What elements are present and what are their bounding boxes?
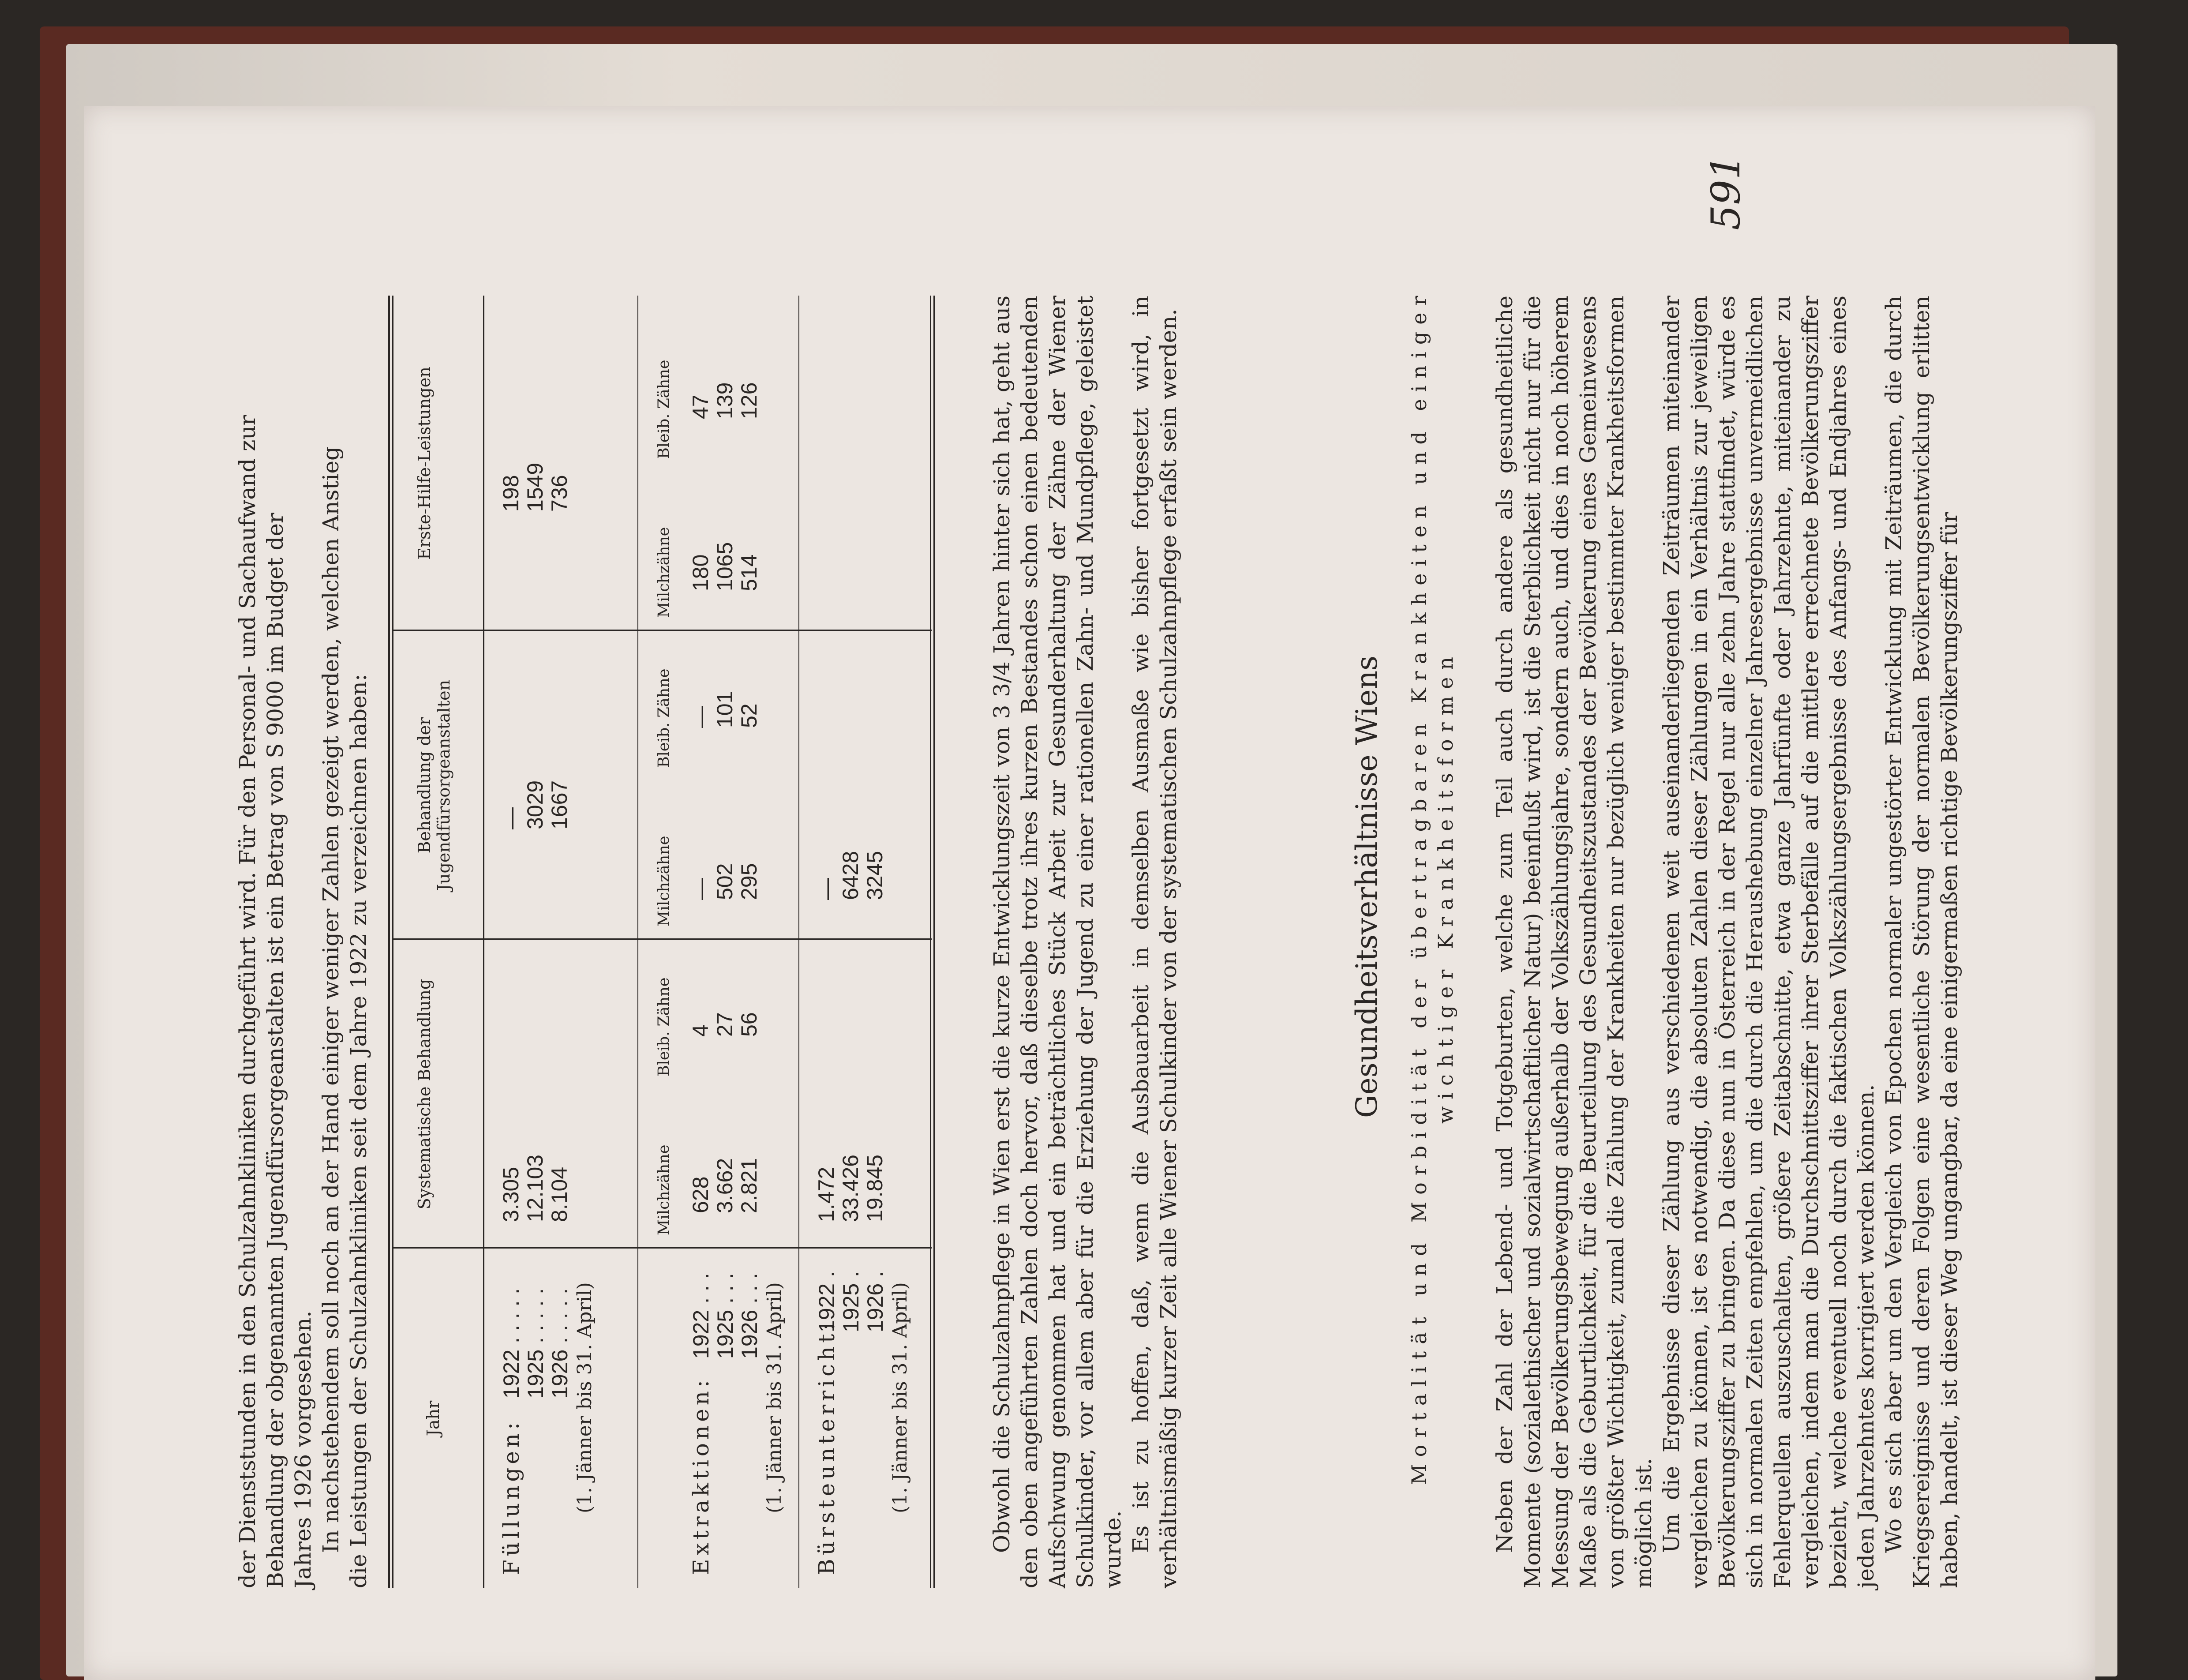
value-cell: 3029 [523, 780, 547, 829]
value-cell: 3245 [862, 851, 887, 900]
value-cell: 56 [737, 1012, 761, 1037]
value-cell: 628 [688, 1176, 713, 1213]
value-cell: 33.426 [838, 1155, 863, 1222]
summary-paragraphs [988, 296, 1183, 1588]
intro-line-5: die Leistungen der Schulzahnkliniken seit dem Jahre 1922 zu verzeichnen haben: [346, 674, 371, 1588]
year-cell: 1922 . . . [689, 1273, 713, 1359]
page-number: 591 [1703, 154, 1749, 230]
group-label-buersteunterricht: Bürsteunterricht: [814, 1319, 839, 1575]
header-jahr: Jahr [423, 1400, 443, 1436]
year-cell: 1922 . [814, 1271, 839, 1332]
value-cell: 4 [688, 1024, 713, 1037]
group-label-fuellungen: Füllungen: [498, 1419, 524, 1575]
header-jugend: Behandlung der Jugendfürsorgeanstalten [415, 679, 453, 891]
value-cell: 8.104 [547, 1166, 572, 1222]
value-cell: 27 [712, 1012, 737, 1037]
value-cell: 1667 [547, 780, 572, 829]
year-cell: 1925 . [839, 1271, 863, 1332]
value-cell: 6428 [838, 851, 863, 900]
value-cell: 1065 [712, 542, 737, 591]
value-cell: — [688, 878, 713, 900]
year-cell: 1926 . [863, 1271, 888, 1332]
intro-line-3: Jahres 1926 vorgesehen. [290, 1310, 316, 1588]
summary-paragraph-1: Obwohl die Schulzahnpflege in Wien erst die kurze Entwicklungszeit von 3 3/4 Jahren hinter sich hat, geht aus den oben angeführten Zahlen doch hervor, daß dieselbe trotz ihres kurzen Bestandes schon einen bedeutenden Aufschwung genommen hat und ein beträchtliches Stück Arbeit zur Gesunderhaltung der Zähne der Wiener Schulkinder, vor allem aber für die Erziehung der Jugend zu einer rationellen Zahn- und Mundpflege, geleistet wurde. [989, 296, 1126, 1588]
year-cell: 1922 . . . . . [499, 1288, 524, 1399]
year-cell: 1925 . . . . . [523, 1288, 548, 1399]
intro-line-2: Behandlung der obgenannten Jugendfürsorgeanstalten ist ein Betrag von S 9000 im Budget der [262, 513, 288, 1588]
year-cell: 1926 . . . [737, 1273, 762, 1359]
subheader-milch: Milchzähne [655, 1144, 673, 1235]
year-cell: 1926 . . . . . [547, 1288, 572, 1399]
subheader-bleib: Bleib. Zähne [655, 668, 673, 768]
year-cell: 1925 . . . [713, 1273, 738, 1359]
section-subtitle-line-2: wichtiger Krankheitsformen [1434, 649, 1457, 1124]
value-cell: — [814, 878, 839, 900]
statistics-table [388, 296, 935, 1588]
value-cell: 139 [712, 382, 737, 419]
intro-line-1: der Dienststunden in den Schulzahnkliniken durchgeführt wird. Für den Personal- und Sachaufwand zur [235, 415, 260, 1588]
group-label-extraktionen: Extraktionen: [688, 1376, 714, 1575]
range-note: (1. Jänner bis 31. April) [763, 1282, 786, 1513]
header-systematisch: Systematische Behandlung [415, 979, 434, 1210]
value-cell: 19.845 [862, 1155, 887, 1222]
value-cell: 2.821 [737, 1158, 761, 1213]
value-cell: 47 [688, 394, 713, 419]
value-cell: 1.472 [814, 1166, 839, 1222]
value-cell: 126 [737, 382, 761, 419]
body-paragraphs [1491, 296, 1963, 1588]
value-cell: 3.305 [498, 1166, 523, 1222]
summary-paragraph-2: Es ist zu hoffen, daß, wenn die Ausbauarbeit in demselben Ausmaße wie bisher fortgesetzt wird, in verhältnismäßig kurzer Zeit alle Wiener Schulkinder von der systematischen Schulzahnpflege erfaßt sein werden. [1128, 296, 1181, 1588]
section-subtitle-line-1: Mortalität und Morbidität der übertragbaren Krankheiten und einiger [1407, 289, 1431, 1485]
subheader-milch: Milchzähne [655, 836, 673, 926]
value-cell: 52 [737, 703, 761, 728]
value-cell: 1549 [523, 462, 547, 512]
value-cell: — [688, 706, 713, 728]
book-page [84, 106, 2095, 1680]
value-cell: 514 [737, 554, 761, 591]
body-paragraph-1: Neben der Zahl der Lebend- und Totgeburten, welche zum Teil auch durch andere als gesundheitliche Momente (sozialethischer und sozialwirtschaftlicher Natur) beeinflußt wird, ist die Sterblichkeit nicht nur für die Messung der Bevölkerungsbewegung außerhalb der Volkszählungsjahre, sondern auch, und dies in noch höherem Maße als die Geburtlichkeit, für die Beurteilung des Gesundheitszustandes der Bevölkerung eines Gemeinwesens von größter Wichtigkeit, zumal die Zählung der Krankheiten nur bezüglich weniger bestimmter Krankheitsformen möglich ist. [1492, 296, 1656, 1588]
value-cell: — [498, 807, 523, 829]
value-cell: 101 [712, 691, 737, 728]
value-cell: 198 [498, 475, 523, 512]
value-cell: 3.662 [712, 1158, 737, 1213]
value-cell: 502 [712, 863, 737, 900]
body-paragraph-2: Um die Ergebnisse dieser Zählung aus verschiedenen weit auseinanderliegenden Zeiträumen miteinander vergleichen zu können, ist es notwendig, die absoluten Zahlen dieser Zählungen in ein Verhältnis zur jeweiligen Bevölkerungsziffer zu bringen. Da diese nun in Österreich in der Regel nur alle zehn Jahre stattfindet, würde es sich in normalen Zeiten empfehlen, um die durch die Heraushebung einzelner Jahresergebnisse unvermeidlichen Fehlerquellen auszuschalten, größere Zeitabschnitte, etwa ganze Jahrfünfte oder Jahrzehnte, miteinander zu vergleichen, indem man die Durchschnittsziffer ihrer Sterbefälle auf die mittlere errechnete Bevölkerungsziffer bezieht, welche eventuell noch durch die faktischen Volkszählungsergebnisse des Anfangs- und Endjahres eines jeden Jahrzehntes korrigiert werden können. [1659, 296, 1879, 1588]
range-note: (1. Jänner bis 31. April) [889, 1282, 911, 1513]
subheader-bleib: Bleib. Zähne [655, 977, 673, 1076]
section-title: Gesundheitsverhältnisse Wiens [1350, 656, 1384, 1118]
value-cell: 295 [737, 863, 761, 900]
rotated-page-content [101, 137, 1962, 1637]
subheader-bleib: Bleib. Zähne [655, 360, 673, 459]
range-note: (1. Jänner bis 31. April) [573, 1282, 596, 1513]
value-cell: 180 [688, 554, 713, 591]
body-paragraph-3: Wo es sich aber um den Vergleich von Epochen normaler ungestörter Entwicklung mit Zeiträumen, die durch Kriegsereignisse und deren Folgen eine wesentliche Störung der normalen Bevölkerungsentwicklung erlitten haben, handelt, ist dieser Weg ungangbar, da eine einigermaßen richtige Bevölkerungsziffer für [1881, 296, 1962, 1588]
intro-line-4: In nachstehendem soll noch an der Hand einiger weniger Zahlen gezeigt werden, welchen Anstieg [318, 446, 344, 1553]
value-cell: 12.103 [523, 1155, 547, 1222]
subheader-milch: Milchzähne [655, 527, 673, 618]
value-cell: 736 [547, 475, 572, 512]
header-erste: Erste-Hilfe-Leistungen [415, 367, 434, 560]
